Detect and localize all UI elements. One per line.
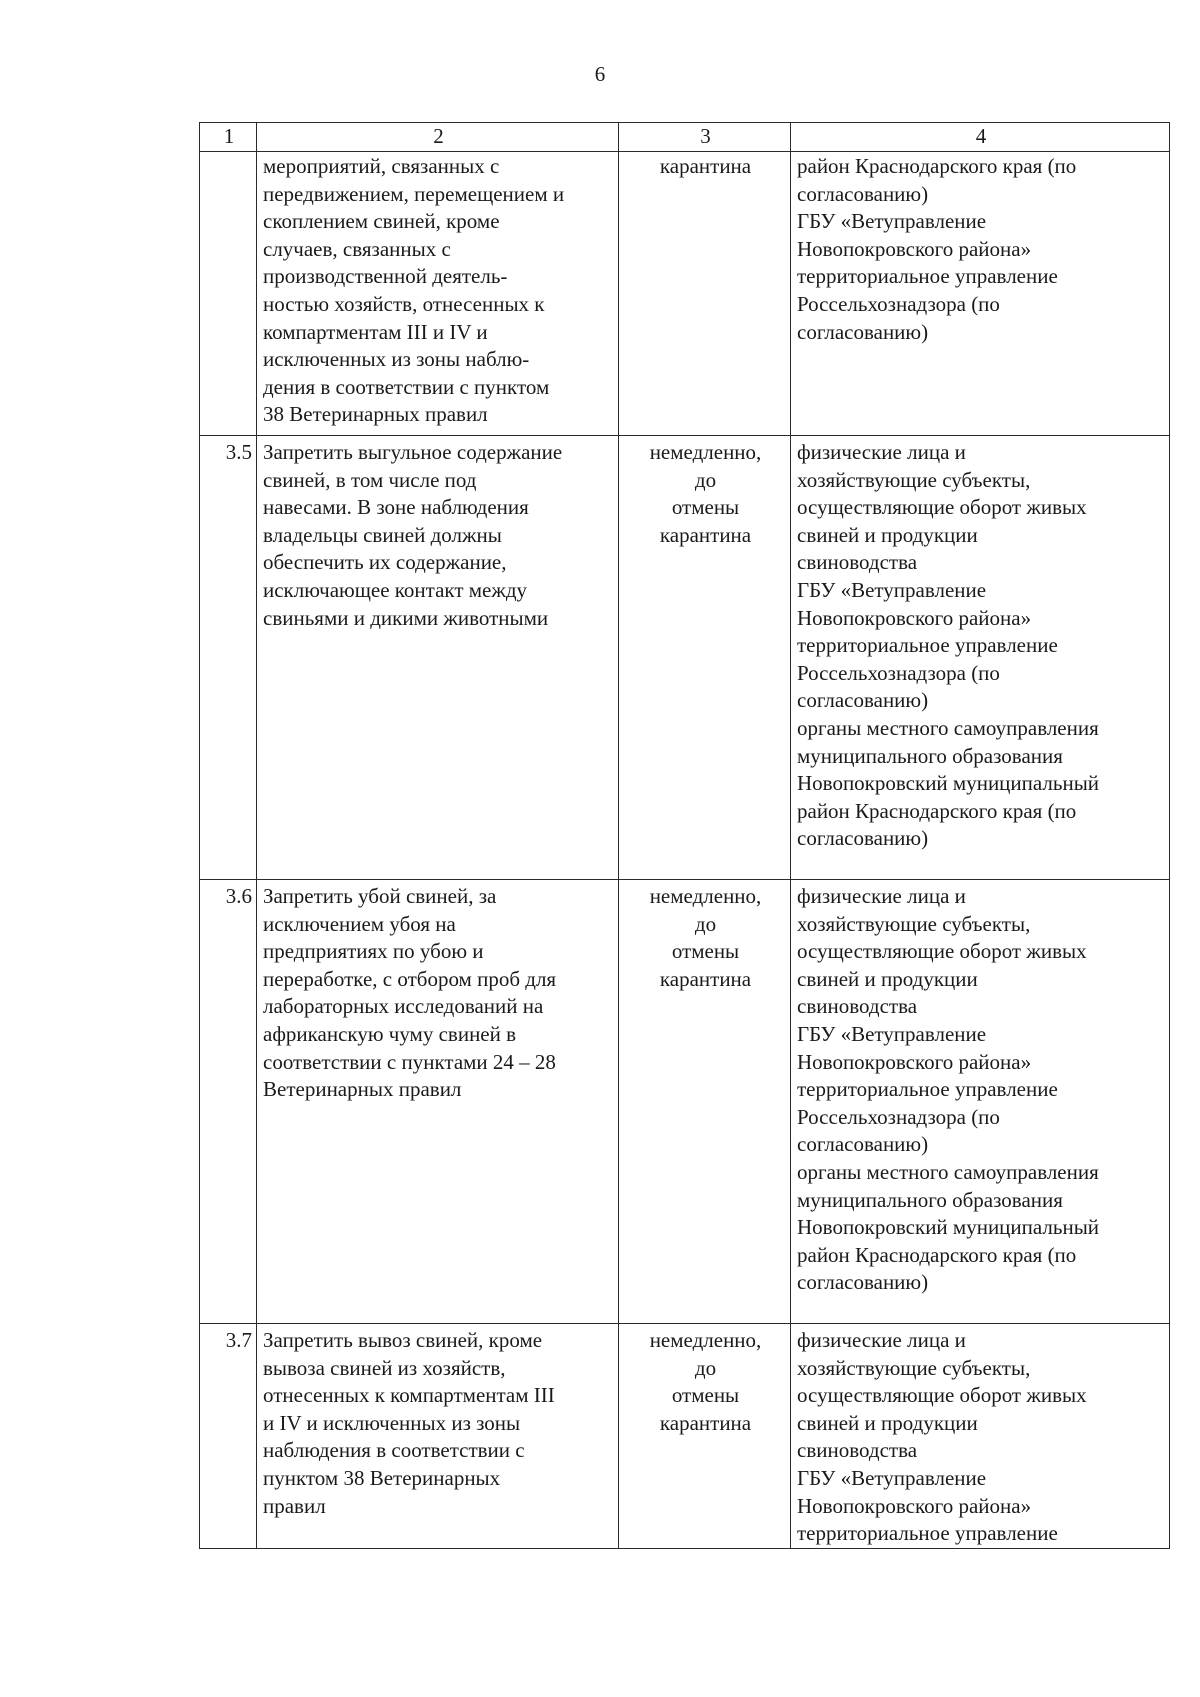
header-cell-1: 1: [200, 123, 257, 152]
table-row: [200, 1324, 1170, 1549]
table-row: [200, 152, 1170, 436]
deadline-text: немедленно, до отмены карантина: [619, 436, 791, 880]
deadline-text: немедленно, до отмены карантина: [619, 1324, 791, 1549]
measure-text: мероприятий, связанных с передвижением, перемещением и скоплением свиней, кроме случаев, связанных с производственной деятель- ностью хозяйств, отнесенных к компартментам III и IV и исключенных из зоны наблю- дения в соответствии с пунктом 38 Ветеринарных правил: [257, 152, 619, 436]
measure-text: Запретить убой свиней, за исключением убоя на предприятиях по убою и переработке, с отбором проб для лабораторных исследований на африканскую чуму свиней в соответствии с пунктами 24 – 28 Ветеринарных правил: [257, 880, 619, 1324]
responsible-text: район Краснодарского края (по согласованию) ГБУ «Ветуправление Новопокровского района» территориальное управление Россельхознадзора (по согласованию): [791, 152, 1170, 436]
header-cell-2: 2: [257, 123, 619, 152]
row-number: 3.5: [200, 436, 257, 880]
row-number: [200, 152, 257, 436]
row-number: 3.7: [200, 1324, 257, 1549]
table-row: [200, 436, 1170, 880]
page-number: 6: [594, 62, 606, 86]
deadline-text: немедленно, до отмены карантина: [619, 880, 791, 1324]
table-row: [200, 880, 1170, 1324]
header-cell-3: 3: [619, 123, 791, 152]
responsible-text: физические лица и хозяйствующие субъекты, осуществляющие оборот живых свиней и продукции свиноводства ГБУ «Ветуправление Новопокровского района» территориальное управление: [791, 1324, 1170, 1549]
measures-table: [199, 122, 1170, 1549]
measure-text: Запретить выгульное содержание свиней, в том числе под навесами. В зоне наблюдения владельцы свиней должны обеспечить их содержание, исключающее контакт между свиньями и дикими животными: [257, 436, 619, 880]
responsible-text: физические лица и хозяйствующие субъекты, осуществляющие оборот живых свиней и продукции свиноводства ГБУ «Ветуправление Новопокровского района» территориальное управление Россельхознадзора (по согласованию) органы местного самоуправления муниципального образования Новопокровский муниципальный район Краснодарского края (по согласованию): [791, 880, 1170, 1324]
table-header-row: [200, 123, 1170, 152]
measure-text: Запретить вывоз свиней, кроме вывоза свиней из хозяйств, отнесенных к компартментам III и IV и исключенных из зоны наблюдения в соответствии с пунктом 38 Ветеринарных правил: [257, 1324, 619, 1549]
header-cell-4: 4: [791, 123, 1170, 152]
deadline-text: карантина: [619, 152, 791, 436]
responsible-text: физические лица и хозяйствующие субъекты, осуществляющие оборот живых свиней и продукции свиноводства ГБУ «Ветуправление Новопокровского района» территориальное управление Россельхознадзора (по согласованию) органы местного самоуправления муниципального образования Новопокровский муниципальный район Краснодарского края (по согласованию): [791, 436, 1170, 880]
row-number: 3.6: [200, 880, 257, 1324]
